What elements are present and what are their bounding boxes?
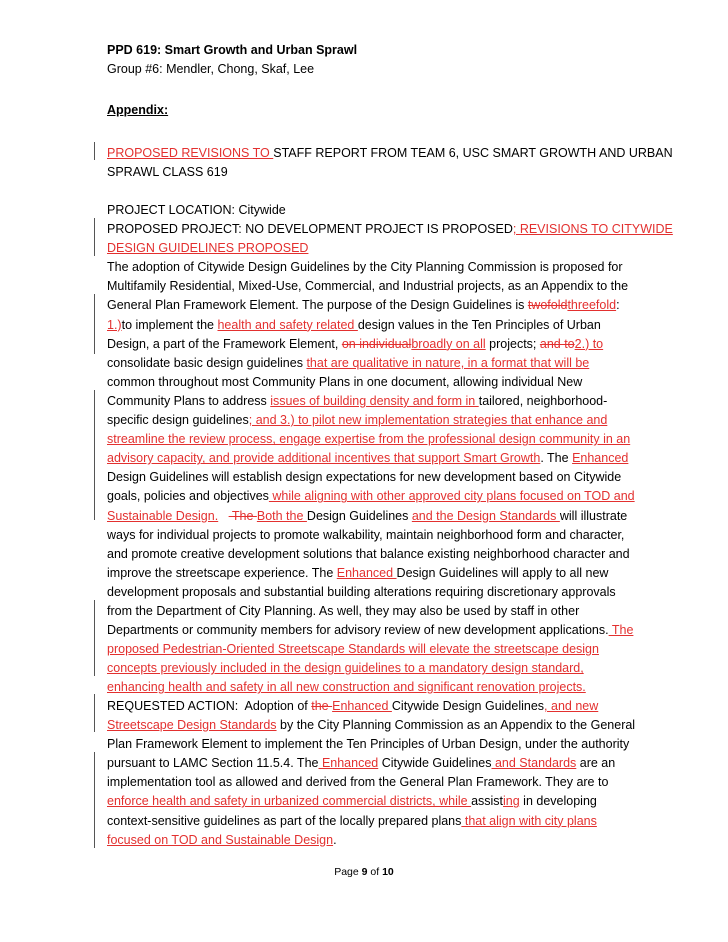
- inserted-text: focused on TOD and Sustainable Design: [107, 832, 334, 847]
- body-text: development proposals and substantial building alterations requiring discretionary approvals: [107, 584, 616, 599]
- body-text: will illustrate: [559, 508, 628, 523]
- title-text: SPRAWL CLASS 619: [107, 165, 228, 180]
- body-text: ways for individual projects to promote walkability, maintain neighborhood form and character,: [107, 527, 625, 542]
- body-text: in developing: [519, 794, 597, 809]
- revision-bar-action-2: [94, 752, 95, 848]
- deleted-text: The: [228, 508, 257, 523]
- inserted-text: health and safety related: [217, 317, 358, 332]
- course-title: PPD 619: Smart Growth and Urban Sprawl: [107, 43, 358, 57]
- inserted-text: Enhanced: [572, 451, 629, 466]
- revision-bar-action-1: [94, 694, 95, 732]
- body-text: General Plan Framework Element. The purpose of the Design Guidelines is: [107, 298, 528, 313]
- inserted-text: enhancing health and safety in all new construction and significant renovation projects.: [107, 680, 586, 695]
- body-text: specific design guidelines: [107, 413, 249, 428]
- inserted-text: and the Design Standards: [411, 508, 560, 523]
- inserted-text: The: [608, 623, 634, 638]
- deleted-text: twofold: [527, 298, 568, 313]
- body-text: context-sensitive guidelines as part of the locally prepared plans: [107, 813, 462, 828]
- body-text: consolidate basic design guidelines: [107, 355, 307, 370]
- inserted-text: Streetscape Design Standards: [107, 718, 277, 733]
- inserted-text: while aligning with other approved city plans focused on TOD and: [268, 489, 635, 504]
- body-text: to implement the: [121, 317, 218, 332]
- inserted-text: advisory capacity, and provide additional incentives that support Smart Growth: [107, 451, 541, 466]
- inserted-text: Both the: [256, 508, 307, 523]
- inserted-text: and Standards: [491, 756, 577, 771]
- footer-label: Page: [334, 866, 362, 878]
- inserted-text: enforce health and safety in urbanized commercial districts, while: [107, 794, 472, 809]
- body-text: Citywide Design Guidelines: [391, 699, 545, 713]
- requested-action-section: [107, 697, 667, 850]
- body-text: [218, 509, 228, 523]
- inserted-text: issues of building density and form in: [270, 393, 479, 408]
- appendix-heading: Appendix:: [107, 103, 169, 117]
- inserted-text: PROPOSED REVISIONS TO: [107, 146, 274, 160]
- body-text: and promote creative development solutions that balance existing neighborhood character and: [107, 546, 630, 561]
- inserted-text: Enhanced: [318, 756, 379, 771]
- body-text: pursuant to LAMC Section 11.5.4. The: [107, 756, 319, 771]
- inserted-text: proposed Pedestrian-Oriented Streetscape Standards will elevate the streetscape design: [107, 642, 599, 657]
- body-text: The adoption of Citywide Design Guidelines by the City Planning Commission is proposed for: [107, 260, 623, 275]
- deleted-text: the: [311, 699, 333, 713]
- body-text: Design Guidelines will establish design expectations for new development based on Citywide: [107, 470, 622, 485]
- inserted-text: broadly on all: [411, 336, 486, 351]
- body-text: assist: [471, 794, 504, 809]
- body-text: .: [333, 832, 337, 847]
- body-text: by the City Planning Commission as an Appendix to the General: [276, 718, 636, 733]
- inserted-text: ; REVISIONS TO CITYWIDE: [512, 222, 673, 237]
- body-text: Citywide Guidelines: [378, 756, 492, 771]
- revision-bar-project: [94, 218, 95, 256]
- inserted-text: Enhanced: [336, 565, 397, 580]
- body-text: are an: [576, 756, 616, 771]
- group-members: Group #6: Mendler, Chong, Skaf, Lee: [107, 62, 315, 76]
- body-text: Design Guidelines will apply to all new: [396, 565, 609, 580]
- inserted-text: Sustainable Design.: [107, 508, 219, 523]
- title-text: STAFF REPORT FROM TEAM 6, USC SMART GROWTH AND URBAN: [273, 146, 673, 160]
- body-text: :: [616, 298, 620, 313]
- body-text: improve the streetscape experience. The: [107, 565, 337, 580]
- body-text: from the Department of City Planning. As well, they may also be used by staff in other: [107, 603, 580, 618]
- revision-bar-body-2: [94, 390, 95, 520]
- page-footer: [0, 866, 728, 878]
- project-section: [107, 201, 673, 697]
- body-text: implementation tool as allowed and derived from the General Plan Framework. They are to: [107, 775, 609, 790]
- body-text: Departments or community members for advisory review of new development applications.: [107, 623, 609, 638]
- inserted-text: threefold: [567, 298, 617, 313]
- body-text: Design, a part of the Framework Element,: [107, 336, 342, 351]
- body-text: Plan Framework Element to implement the Ten Principles of Urban Design, under the authority: [107, 737, 630, 752]
- proposed-project: PROPOSED PROJECT: NO DEVELOPMENT PROJECT IS PROPOSED: [107, 222, 513, 237]
- inserted-text: ing: [503, 794, 520, 809]
- deleted-text: and to: [539, 336, 575, 351]
- revision-bar-body-3: [94, 600, 95, 676]
- body-text: goals, policies and objectives: [107, 489, 269, 504]
- body-text: design values in the Ten Principles of Urban: [357, 317, 601, 332]
- page-total: 10: [382, 866, 394, 878]
- body-text: Community Plans to address: [107, 393, 271, 408]
- inserted-text: that align with city plans: [461, 813, 597, 828]
- footer-label: of: [367, 866, 383, 878]
- inserted-text: ; and 3.) to pilot new implementation strategies that enhance and: [248, 413, 608, 428]
- inserted-text: streamline the review process, engage expertise from the professional design community in an: [107, 432, 631, 447]
- body-text: REQUESTED ACTION: Adoption of: [107, 699, 312, 713]
- inserted-text: concepts previously included in the design guidelines to a mandatory design standard,: [107, 661, 584, 676]
- body-text: . The: [540, 451, 573, 466]
- inserted-text: that are qualitative in nature, in a format that will be: [306, 355, 590, 370]
- body-text: Design Guidelines: [306, 508, 412, 523]
- inserted-text: 1.): [107, 317, 122, 332]
- body-text: common throughout most Community Plans in one document, allowing individual New: [107, 374, 583, 389]
- inserted-text: DESIGN GUIDELINES PROPOSED: [107, 241, 309, 256]
- body-text: tailored, neighborhood-: [478, 393, 608, 408]
- page-number: 9: [361, 866, 368, 878]
- inserted-text: 2.) to: [574, 336, 604, 351]
- inserted-text: Enhanced: [332, 699, 392, 713]
- body-text: Multifamily Residential, Mixed-Use, Commercial, and Industrial projects, as an Appendix to the: [107, 279, 629, 294]
- revision-bar-title: [94, 142, 95, 160]
- inserted-text: , and new: [544, 699, 599, 713]
- report-title: [107, 144, 673, 182]
- project-location: PROJECT LOCATION: Citywide: [107, 203, 286, 217]
- deleted-text: on individual: [341, 336, 412, 351]
- revision-bar-body-1: [94, 294, 95, 354]
- body-text: projects;: [485, 336, 540, 351]
